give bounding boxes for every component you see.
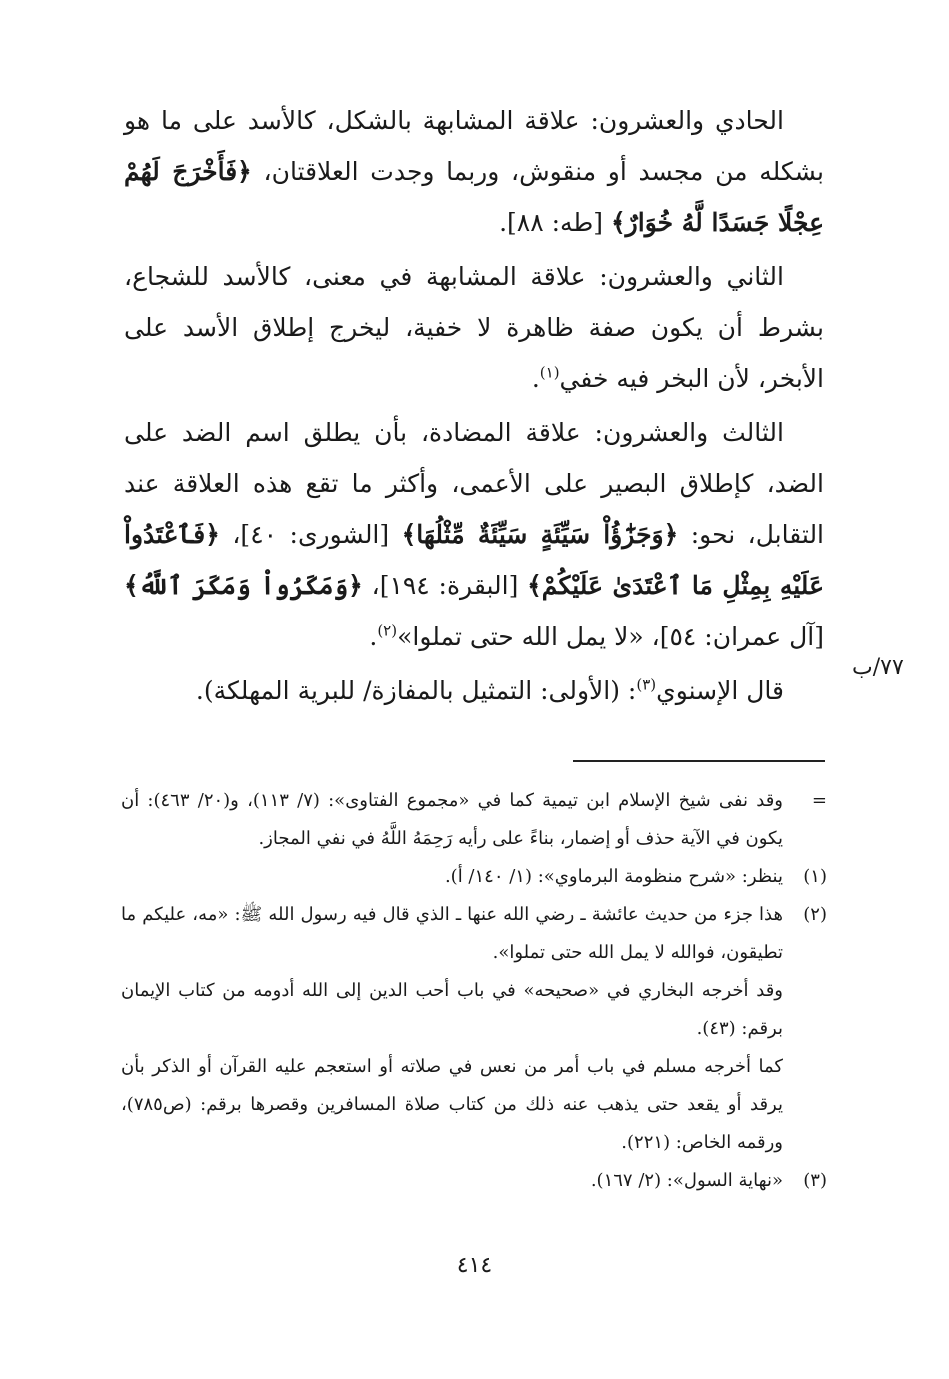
- quran-verse: ﴿وَجَزَٰٓؤُاْ سَيِّئَةٍ سَيِّئَةٌ مِّثْلُهَا﴾: [401, 520, 679, 549]
- footnote-number: (٢): [803, 904, 827, 925]
- verse-reference: [طه: ٨٨].: [499, 208, 604, 237]
- footnotes: [121, 782, 827, 1200]
- page-number: ٤١٤: [456, 1253, 493, 1278]
- footnote-3: (٣) «نهاية السول»: (٢/ ١٦٧).: [121, 1162, 827, 1200]
- verse-reference: [الشورى: ٤٠]،: [232, 520, 390, 549]
- footnote-ref-3[interactable]: (٣): [636, 675, 657, 694]
- footnote-ref-1[interactable]: (١): [539, 363, 560, 382]
- footnote-continued: = وقد نفى شيخ الإسلام ابن تيمية كما في «مجموع الفتاوى»: (٧/ ١١٣)، و(٢٠/ ٤٦٣): أن يكون في الآية حذف أو إضمار، بناءً على رأيه رَحِمَهُ اللَّهُ في نفي المجاز.: [121, 782, 827, 858]
- footnote-1: (١) ينظر: «شرح منظومة البرماوي»: (١/ ١٤٠/ أ).: [121, 858, 827, 896]
- paragraph-22: الثاني والعشرون: علاقة المشابهة في معنى، كالأسد للشجاع، بشرط أن يكون صفة ظاهرة لا خفية، ليخرج إطلاق الأسد على الأبخر، لأن البخر فيه خفي$^{(١)}$.: [124, 262, 824, 393]
- quran-verse: ﴿فَأَخْرَجَ لَهُمْ عِجْلًا جَسَدًا لَّهُ خُوَارٌ﴾: [124, 157, 824, 237]
- paragraph-isnawi: قال الإسنوي$^{(٣)}$: (الأولى: التمثيل بالمفازة/ للبرية المهلكة).: [195, 675, 784, 705]
- footnote-number: =: [811, 790, 827, 811]
- footnote-number: (١): [803, 866, 827, 887]
- footnote-number: (٣): [803, 1170, 827, 1191]
- manuscript-folio-marker: ٧٧/ب: [852, 655, 904, 680]
- hadith-quote: «لا يمل الله حتى تملوا»: [397, 622, 644, 651]
- footnote-ref-2[interactable]: (٢): [377, 621, 398, 640]
- main-text: [124, 95, 824, 719]
- footnote-2: (٢) هذا جزء من حديث عائشة ـ رضي الله عنها ـ الذي قال فيه رسول الله ﷺ: «مه، عليكم ما تطيقون، فوالله لا يمل الله حتى تملوا». وقد أخرجه البخاري في «صحيحه» في باب أحب الدين إلى الله أدومه من كتاب الإيمان برقم: (٤٣). كما أخرجه مسلم في باب أمر من نعس في صلاته أو استعجم عليه القرآن أو الذكر بأن يرقد أو يقعد حتى يذهب عنه ذلك من كتاب صلاة المسافرين وقصرها برقم: (ص٧٨٥)، ورقمه الخاص: (٢٢١).: [121, 896, 827, 1162]
- paragraph-21: الحادي والعشرون: علاقة المشابهة بالشكل، كالأسد على ما هو بشكله من مجسد أو منقوش، وربما وجدت العلاقتان، ﴿فَأَخْرَجَ لَهُمْ عِجْلًا جَسَدًا لَّهُ خُوَارٌ﴾ [طه: ٨٨].: [124, 106, 824, 237]
- footnote-separator: [573, 760, 825, 762]
- quran-verse: ﴿فَٱعْتَدُواْ عَلَيْهِ بِمِثْلِ مَا ٱعْتَدَىٰ عَلَيْكُمْ﴾: [124, 520, 824, 600]
- paragraph-23: الثالث والعشرون: علاقة المضادة، بأن يطلق اسم الضد على الضد، كإطلاق البصير على الأعمى، وأكثر ما تقع هذه العلاقة عند التقابل، نحو: ﴿وَجَزَٰٓؤُاْ سَيِّئَةٍ سَيِّئَةٌ مِّثْلُهَا﴾ [الشورى: ٤٠]، ﴿فَٱعْتَدُواْ عَلَيْهِ بِمِثْلِ مَا ٱعْتَدَىٰ عَلَيْكُمْ﴾ [البقرة: ١٩٤]، ﴿وَمَكَرُواْ وَمَكَرَ ٱللَّهُ﴾ [آل عمران: ٥٤]، «لا يمل الله حتى تملوا»$^{(٢)}$.: [124, 418, 825, 651]
- verse-reference: [البقرة: ١٩٤]،: [371, 571, 519, 600]
- quran-verse: ﴿وَمَكَرُواْ وَمَكَرَ ٱللَّهُ﴾: [124, 571, 363, 600]
- verse-reference: [آل عمران: ٥٤]،: [651, 622, 824, 651]
